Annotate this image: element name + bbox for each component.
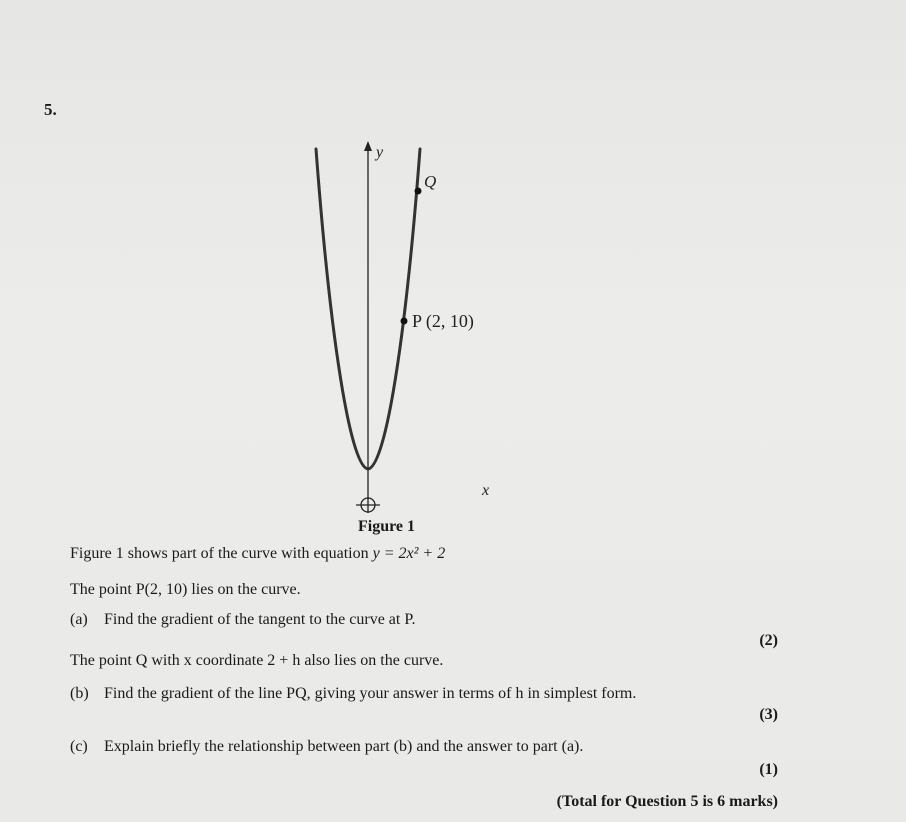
part-a-text: Find the gradient of the tangent to the curve at P. [104,611,416,628]
part-b-label: (b) [70,685,89,702]
part-b-text: Find the gradient of the line PQ, giving your answer in terms of h in simplest form. [104,685,637,702]
question-number: 5. [44,100,57,119]
figure-1-graph [290,135,520,525]
part-c-label: (c) [70,738,88,755]
point-q-label: Q [424,172,437,191]
part-b [70,685,636,703]
part-a [70,611,415,629]
total-marks: (Total for Question 5 is 6 marks) [556,793,778,810]
intro-line-2: The point P(2, 10) lies on the curve. [70,581,301,598]
y-axis-arrow [364,141,372,151]
point-p [401,318,408,325]
part-b-marks: (3) [759,706,778,723]
y-axis-label: y [376,144,384,161]
part-c-marks: (1) [759,761,778,778]
x-axis-label: x [482,482,490,499]
part-a-label: (a) [70,611,88,628]
point-q [415,188,422,195]
equation: y = 2x² + 2 [372,545,446,562]
part-c-text: Explain briefly the relationship between part (b) and the answer to part (a). [104,738,584,755]
intro-text: Figure 1 shows part of the curve with equation [70,545,373,562]
point-p-label: P (2, 10) [412,311,474,331]
part-a-marks: (2) [759,632,778,649]
figure-caption: Figure 1 [358,518,416,535]
point-q-text: The point Q with x coordinate 2 + h also lies on the curve. [70,652,444,669]
part-c [70,738,583,756]
intro-line-1 [70,545,445,563]
